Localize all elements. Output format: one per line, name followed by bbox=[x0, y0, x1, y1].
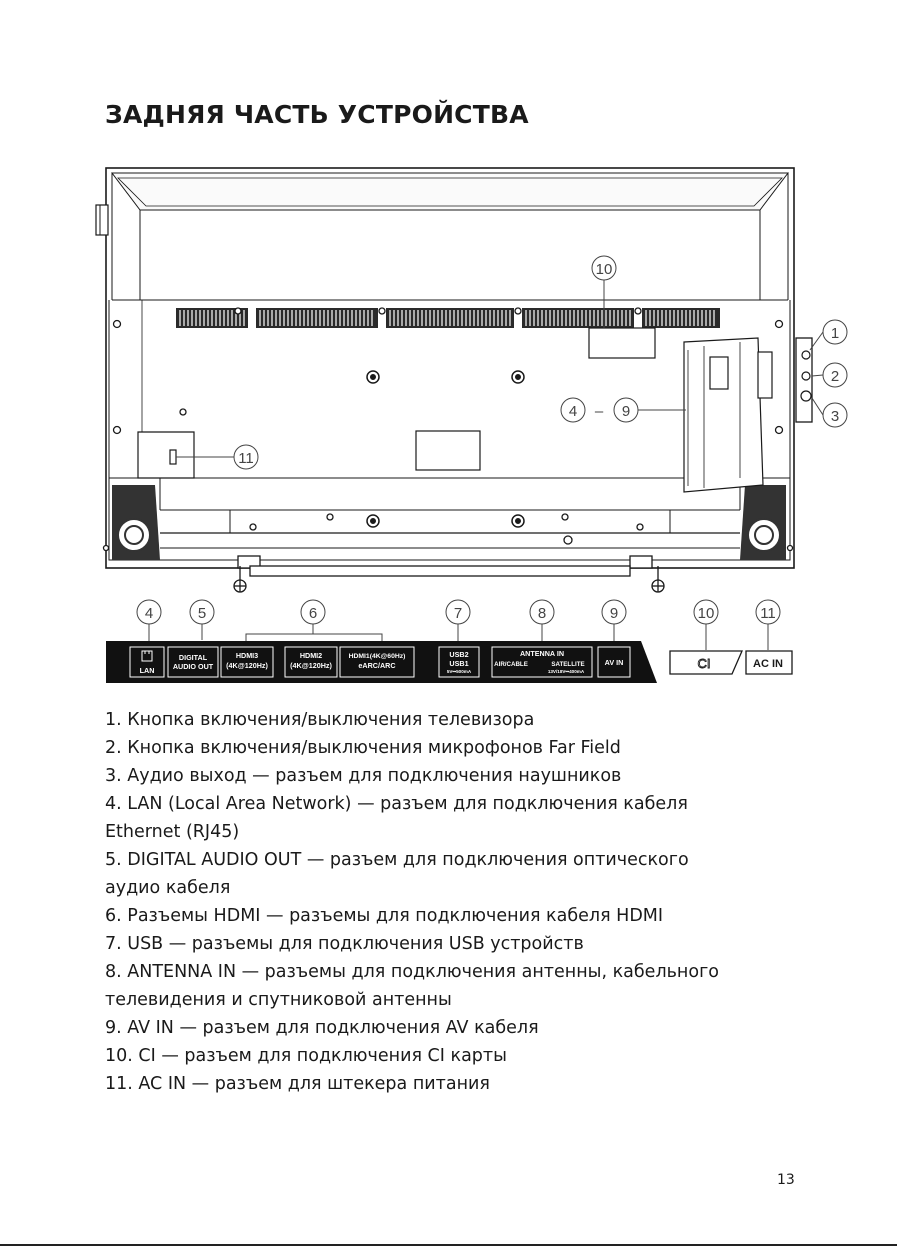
legend-item: 1. Кнопка включения/выключения телевизора bbox=[105, 710, 535, 730]
legend-item: 2. Кнопка включения/выключения микрофонов Far Field bbox=[105, 738, 621, 758]
port-usb1: USB1 bbox=[449, 659, 469, 668]
footer-divider bbox=[0, 1244, 897, 1246]
callout-4-diagram: 4 bbox=[568, 403, 578, 420]
port-ac-in: AC IN bbox=[753, 658, 783, 670]
legend-item-continuation: Ethernet (RJ45) bbox=[105, 822, 240, 842]
legend-item: 6. Разъемы HDMI — разъемы для подключения кабеля HDMI bbox=[105, 906, 664, 926]
port-antenna-air: AIR/CABLE bbox=[494, 661, 528, 668]
legend-item: 4. LAN (Local Area Network) — разъем для подключения кабеля bbox=[105, 794, 688, 814]
legend-item: 11. AC IN — разъем для штекера питания bbox=[105, 1074, 490, 1094]
callout-6: 6 bbox=[308, 605, 318, 622]
port-antenna-satellite: SATELLITE bbox=[551, 661, 585, 668]
legend-item: 10. CI — разъем для подключения CI карты bbox=[105, 1046, 507, 1066]
port-antenna-power: 13V/18V⎓400mA bbox=[547, 669, 585, 674]
legend-item-continuation: телевидения и спутниковой антенны bbox=[105, 990, 452, 1010]
callout-4: 4 bbox=[144, 605, 154, 622]
legend-item: 9. AV IN — разъем для подключения AV кабеля bbox=[105, 1018, 539, 1038]
port-hdmi1-sub: eARC/ARC bbox=[358, 661, 396, 670]
port-lan: LAN bbox=[139, 666, 155, 675]
page-title: ЗАДНЯЯ ЧАСТЬ УСТРОЙСТВА bbox=[105, 100, 529, 129]
port-hdmi2-sub: (4K@120Hz) bbox=[290, 661, 332, 670]
callout-9-diagram: 9 bbox=[621, 403, 631, 420]
legend-item-continuation: аудио кабеля bbox=[105, 878, 231, 898]
callout-1: 1 bbox=[830, 325, 840, 342]
port-av-in: AV IN bbox=[604, 658, 624, 667]
callout-7: 7 bbox=[453, 605, 463, 622]
callout-3: 3 bbox=[830, 408, 840, 425]
port-usb2: USB2 bbox=[449, 650, 469, 659]
callout-11: 11 bbox=[760, 605, 776, 622]
port-digital-title: DIGITAL bbox=[178, 653, 208, 662]
port-antenna-title: ANTENNA IN bbox=[519, 649, 565, 658]
callout-11-diagram: 11 bbox=[238, 450, 254, 467]
port-usb-power: 5V⎓500mA bbox=[446, 669, 472, 674]
callout-10: 10 bbox=[697, 605, 715, 622]
port-hdmi1-title: HDMI1(4K@60Hz) bbox=[348, 653, 406, 660]
port-ci: CI bbox=[697, 656, 711, 671]
callout-8: 8 bbox=[537, 605, 547, 622]
callout-10-diagram: 10 bbox=[595, 261, 613, 278]
callout-2: 2 bbox=[830, 368, 840, 385]
callout-5: 5 bbox=[197, 605, 207, 622]
legend-item: 7. USB — разъемы для подключения USB устройств bbox=[105, 934, 584, 954]
legend-item: 8. ANTENNA IN — разъемы для подключения антенны, кабельного bbox=[105, 962, 719, 982]
page-number: 13 bbox=[777, 1172, 795, 1188]
port-hdmi3-title: HDMI3 bbox=[235, 651, 259, 660]
legend-item: 3. Аудио выход — разъем для подключения наушников bbox=[105, 766, 622, 786]
port-digital-sub: AUDIO OUT bbox=[172, 662, 214, 671]
legend-item: 5. DIGITAL AUDIO OUT — разъем для подключения оптического bbox=[105, 850, 689, 870]
callout-9: 9 bbox=[609, 605, 619, 622]
callout-range-dash: – bbox=[594, 403, 604, 420]
port-hdmi3-sub: (4K@120Hz) bbox=[226, 661, 268, 670]
port-callout-labels bbox=[145, 605, 776, 622]
port-hdmi2-title: HDMI2 bbox=[299, 651, 323, 660]
port-legend bbox=[105, 706, 805, 1098]
